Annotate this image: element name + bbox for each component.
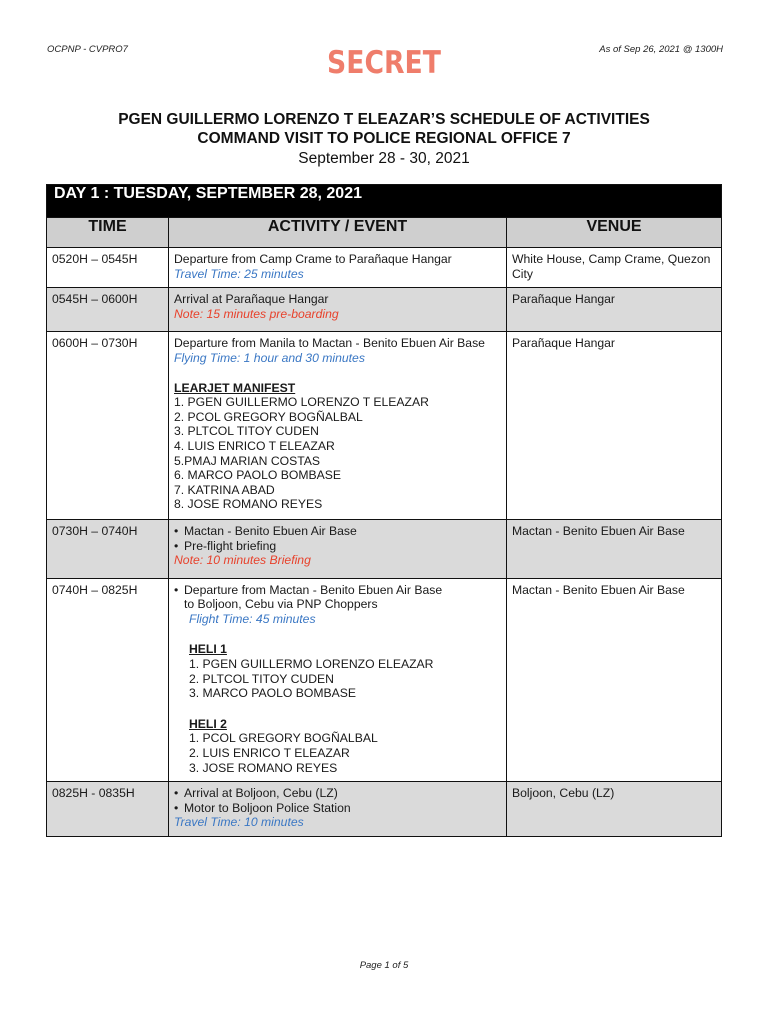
as-of-timestamp: As of Sep 26, 2021 @ 1300H bbox=[599, 44, 723, 55]
table-row bbox=[47, 578, 722, 782]
heli-1-item: 1. PGEN GUILLERMO LORENZO ELEAZAR bbox=[189, 657, 434, 672]
heli-2-title: HELI 2 bbox=[189, 716, 227, 731]
day-heading-row bbox=[47, 185, 722, 218]
venue-cell: Mactan - Benito Ebuen Air Base bbox=[507, 519, 722, 578]
column-header-activity: ACTIVITY / EVENT bbox=[169, 218, 507, 248]
venue-cell: Parañaque Hangar bbox=[507, 332, 722, 520]
pre-boarding-note: Note: 15 minutes pre-boarding bbox=[174, 306, 339, 321]
time-cell: 0730H – 0740H bbox=[47, 519, 169, 578]
table-row bbox=[47, 782, 722, 837]
classification-marking: SECRET bbox=[327, 45, 441, 81]
activity-cell bbox=[169, 578, 507, 782]
bullet-item: • Departure from Mactan - Benito Ebuen Air Base bbox=[174, 583, 501, 598]
venue-cell: Mactan - Benito Ebuen Air Base bbox=[507, 578, 722, 782]
venue-cell: White House, Camp Crame, Quezon City bbox=[507, 248, 722, 288]
table-row bbox=[47, 248, 722, 288]
heli-1-title: HELI 1 bbox=[189, 642, 227, 657]
bullet-item: • Motor to Boljoon Police Station bbox=[174, 801, 501, 816]
page-number: Page 1 of 5 bbox=[359, 960, 409, 971]
title-line-2: COMMAND VISIT TO POLICE REGIONAL OFFICE 7 bbox=[197, 130, 571, 147]
bullet-item: • Pre-flight briefing bbox=[174, 539, 501, 554]
activity-text: Departure from Camp Crame to Parañaque Hangar bbox=[174, 252, 452, 266]
heli-2-item: 1. PCOL GREGORY BOGÑALBAL bbox=[189, 731, 378, 746]
time-cell: 0825H - 0835H bbox=[47, 782, 169, 837]
flying-time-note: Flying Time: 1 hour and 30 minutes bbox=[174, 350, 365, 365]
flight-time-note: Flight Time: 45 minutes bbox=[189, 611, 316, 626]
manifest-item: 7. KATRINA ABAD bbox=[174, 482, 275, 497]
bullet-item: • Mactan - Benito Ebuen Air Base bbox=[174, 524, 501, 539]
manifest-item: 5.PMAJ MARIAN COSTAS bbox=[174, 453, 321, 468]
activity-cell bbox=[169, 288, 507, 332]
manifest-item: 8. JOSE ROMANO REYES bbox=[174, 497, 323, 512]
briefing-note: Note: 10 minutes Briefing bbox=[174, 553, 311, 568]
activity-cell bbox=[169, 248, 507, 288]
title-dates: September 28 - 30, 2021 bbox=[298, 150, 470, 167]
time-cell: 0520H – 0545H bbox=[47, 248, 169, 288]
bullet-item: • Arrival at Boljoon, Cebu (LZ) bbox=[174, 786, 501, 801]
manifest-item: 6. MARCO PAOLO BOMBASE bbox=[174, 468, 342, 483]
heli-1-item: 3. MARCO PAOLO BOMBASE bbox=[189, 686, 357, 701]
travel-time-note: Travel Time: 10 minutes bbox=[174, 815, 304, 830]
table-row bbox=[47, 332, 722, 520]
activity-text: Departure from Manila to Mactan - Benito Ebuen Air Base bbox=[174, 336, 485, 351]
document-title bbox=[0, 110, 768, 169]
manifest-item: 4. LUIS ENRICO T ELEAZAR bbox=[174, 438, 335, 453]
office-code: OCPNP - CVPRO7 bbox=[47, 44, 128, 55]
time-cell: 0600H – 0730H bbox=[47, 332, 169, 520]
column-header-row bbox=[47, 218, 722, 248]
venue-cell: Boljoon, Cebu (LZ) bbox=[507, 782, 722, 837]
day-heading: DAY 1 : TUESDAY, SEPTEMBER 28, 2021 bbox=[47, 185, 722, 218]
table-row bbox=[47, 288, 722, 332]
activity-cell bbox=[169, 519, 507, 578]
activity-text: Arrival at Parañaque Hangar bbox=[174, 292, 329, 307]
manifest-title: LEARJET MANIFEST bbox=[174, 380, 296, 395]
manifest-item: 3. PLTCOL TITOY CUDEN bbox=[174, 424, 319, 439]
time-cell: 0740H – 0825H bbox=[47, 578, 169, 782]
activity-cell bbox=[169, 782, 507, 837]
manifest-item: 1. PGEN GUILLERMO LORENZO T ELEAZAR bbox=[174, 395, 429, 410]
heli-1-item: 2. PLTCOL TITOY CUDEN bbox=[189, 671, 334, 686]
table-row bbox=[47, 519, 722, 578]
column-header-venue: VENUE bbox=[507, 218, 722, 248]
title-line-1: PGEN GUILLERMO LORENZO T ELEAZAR’S SCHEDULE OF ACTIVITIES bbox=[118, 111, 650, 128]
activity-cell bbox=[169, 332, 507, 520]
travel-time-note: Travel Time: 25 minutes bbox=[174, 266, 304, 281]
heli-2-item: 3. JOSE ROMANO REYES bbox=[189, 760, 338, 775]
column-header-time: TIME bbox=[47, 218, 169, 248]
venue-cell: Parañaque Hangar bbox=[507, 288, 722, 332]
bullet-continuation: to Boljoon, Cebu via PNP Choppers bbox=[184, 597, 378, 612]
schedule-table bbox=[46, 184, 722, 837]
time-cell: 0545H – 0600H bbox=[47, 288, 169, 332]
heli-2-item: 2. LUIS ENRICO T ELEAZAR bbox=[189, 746, 350, 761]
manifest-item: 2. PCOL GREGORY BOGÑALBAL bbox=[174, 409, 363, 424]
